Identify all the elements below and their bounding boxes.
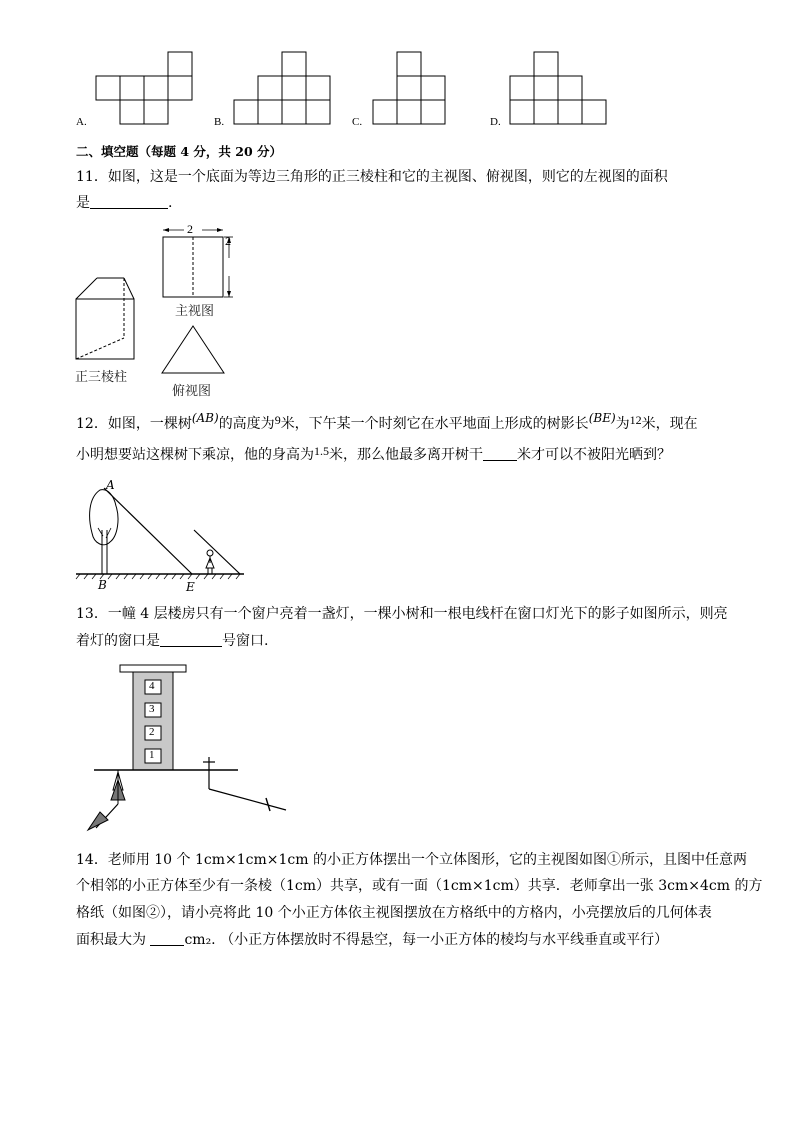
q12-text-line1: 12．如图，一棵树(AB)的高度为9米，下午某一个时刻它在水平地面上形成的树影长(BE)为12米，现在 [76, 411, 698, 432]
q14-text-line1: 14．老师用 10 个 1cm×1cm×1cm 的小正方体摆出一个立体图形，它的主视图如图①所示，且图中任意两 [76, 852, 747, 868]
q13-answer-blank[interactable] [160, 632, 222, 647]
q12-label-e: E [186, 580, 195, 594]
q11-caption-front-view: 主视图 [175, 304, 215, 319]
q12-label-a: A [106, 478, 115, 492]
q11-dimension-width: 2 [187, 222, 193, 236]
q12-label-b: B [98, 578, 107, 592]
q14-answer-blank[interactable] [150, 931, 184, 946]
option-d-figure [510, 52, 585, 130]
q14-text-line2: 个相邻的小正方体至少有一条棱（1cm）共享，或有一面（1cm×1cm）共享．老师拿出一张 3cm×4cm 的方 [76, 878, 763, 894]
section-title: 二、填空题（每题 4 分，共 20 分） [76, 144, 283, 159]
option-d-label: D. [490, 116, 501, 128]
q12-text-line2: 小明想要站这棵树下乘凉，他的身高为1.5米，那么他最多离开树干 米才可以不被阳光晒到？ [76, 444, 671, 463]
window-label-3: 3 [149, 703, 155, 715]
q12-answer-blank[interactable] [483, 446, 517, 461]
q13-text-line2: 着灯的窗口是 号窗口. [76, 633, 269, 649]
q12-ab-notation: (AB) [191, 411, 219, 425]
q11-text-line1: 11．如图，这是一个底面为等边三角形的正三棱柱和它的主视图、俯视图，则它的左视图的面积 [76, 169, 668, 185]
option-c-label: C. [352, 116, 363, 128]
option-b-figure [234, 52, 334, 130]
option-a-figure [96, 52, 196, 130]
window-label-2: 2 [149, 726, 155, 738]
q13-figure [84, 662, 294, 842]
q11-dimension-height: 2 [225, 234, 231, 248]
option-b-label: B. [214, 116, 225, 128]
q11-caption-prism: 正三棱柱 [75, 370, 128, 385]
q14-text-line4: 面积最大为 cm₂. （小正方体摆放时不得悬空，每一小正方体的棱均与水平线垂直或平行） [76, 932, 669, 948]
option-c-figure [373, 52, 448, 130]
option-a-label: A. [76, 116, 87, 128]
q13-text-line1: 13．一幢 4 层楼房只有一个窗户亮着一盏灯，一棵小树和一根电线杆在窗口灯光下的影子如图所示，则亮 [76, 606, 728, 622]
q12-be-notation: (BE) [588, 411, 616, 425]
q14-text-line3: 格纸（如图②），请小亮将此 10 个小正方体依主视图摆放在方格纸中的方格内，小亮摆放后的几何体表 [76, 905, 712, 921]
window-label-4: 4 [149, 680, 155, 692]
q12-figure [76, 478, 246, 588]
q11-caption-top-view: 俯视图 [172, 384, 212, 399]
q11-text-line2: 是 . [76, 195, 173, 211]
window-label-1: 1 [149, 749, 155, 761]
q11-answer-blank[interactable] [90, 194, 168, 209]
